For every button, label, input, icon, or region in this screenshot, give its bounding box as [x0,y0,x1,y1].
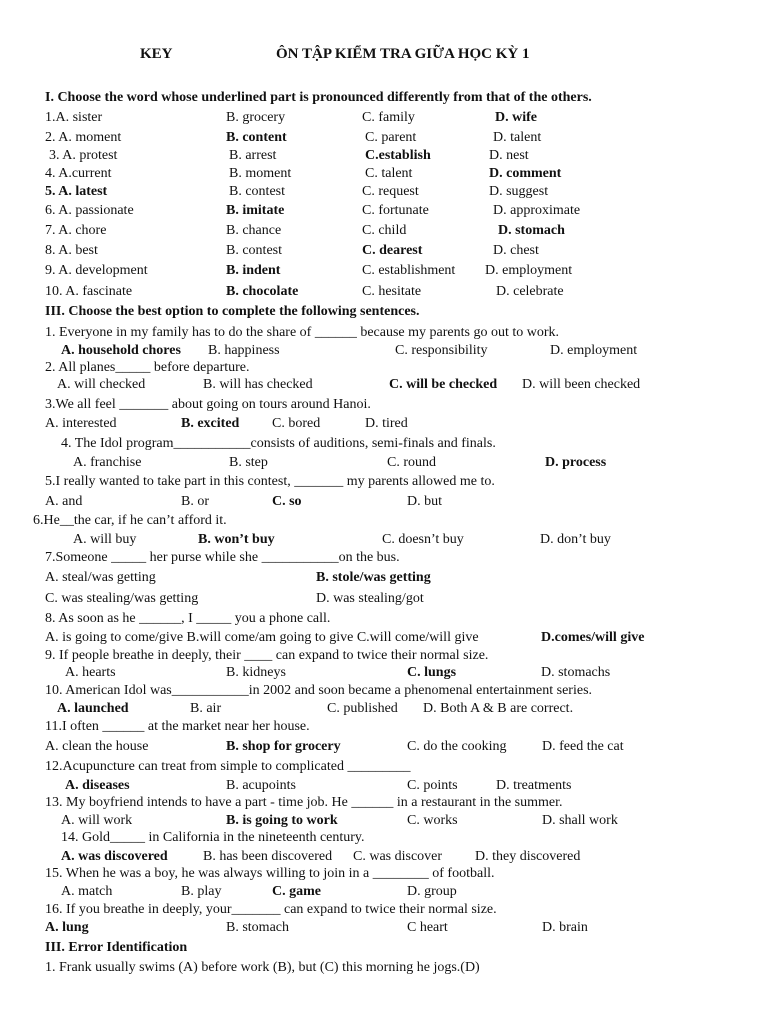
line-text: A. was discovered [61,849,168,864]
line-text: 2. All planes_____ before departure. [45,360,250,375]
line-text: 9. A. development [45,263,148,278]
line-text: C. game [272,884,321,899]
line-text: A. household chores [61,343,181,358]
worksheet-line [0,609,768,629]
line-text: 5.I really wanted to take part in this contest, _______ my parents allowed me to. [45,474,495,489]
line-text: 15. When he was a boy, he was always willing to join in a ________ of football. [45,866,495,881]
line-text: D. employment [550,343,638,358]
worksheet-line [0,434,768,454]
line-text: C. round [387,455,436,470]
line-text: B. contest [229,184,285,199]
line-text: D. suggest [489,184,549,199]
worksheet-line [0,793,768,813]
line-text: C. family [362,110,415,125]
line-text: D.comes/will give [541,630,645,645]
line-text: C. hesitate [362,284,422,299]
worksheet-line [0,282,768,302]
line-text: III. Choose the best option to complete the following sentences. [45,304,420,319]
line-text: D. employment [485,263,573,278]
line-text: D. Both A & B are correct. [423,701,574,716]
worksheet-line [0,146,768,166]
line-text: A. will buy [73,532,137,547]
line-text: 1. Frank usually swims (A) before work (B), but (C) this morning he jogs.(D) [45,960,480,975]
line-text: D. comment [489,166,562,181]
line-text: D. group [407,884,457,899]
line-text: A. franchise [73,455,142,470]
worksheet-line [0,414,768,434]
worksheet-line [0,530,768,550]
line-text: B. chance [226,223,282,238]
worksheet-line [0,241,768,261]
worksheet-line [0,717,768,737]
line-text: C. will be checked [389,377,498,392]
worksheet-line [0,681,768,701]
worksheet-line [0,757,768,777]
worksheet-line [0,568,768,588]
line-text: D. stomach [498,223,565,238]
line-text: D. approximate [493,203,581,218]
worksheet-line [0,108,768,128]
line-text: B. happiness [208,343,280,358]
line-text: 10. A. fascinate [45,284,133,299]
line-text: 13. My boyfriend intends to have a part - time job. He ______ in a restaurant in the summer. [45,795,563,810]
line-text: B. or [181,494,209,509]
line-text: 4. The Idol program___________consists of auditions, semi-finals and finals. [61,436,496,451]
line-text: D. nest [489,148,529,163]
line-text: A. will checked [57,377,146,392]
line-text: D. don’t buy [540,532,611,547]
worksheet-line [0,918,768,938]
worksheet-line [0,589,768,609]
line-text: A. and [45,494,83,509]
line-text: D. treatments [496,778,572,793]
worksheet-line [0,628,768,648]
line-text: B. stomach [226,920,289,935]
line-text: B. is going to work [226,813,338,828]
line-text: C. lungs [407,665,457,680]
line-text: B. grocery [226,110,286,125]
line-text: D. will been checked [522,377,641,392]
line-text: A. hearts [65,665,116,680]
worksheet-line [0,221,768,241]
line-text: B. contest [226,243,282,258]
line-text: C heart [407,920,448,935]
line-text: 4. A.current [45,166,112,181]
line-text: 6.He__the car, if he can’t afford it. [33,513,227,528]
line-text: C. published [327,701,398,716]
line-text: C. works [407,813,458,828]
line-text: B. air [190,701,222,716]
worksheet-line [0,882,768,902]
line-text: C. was stealing/was getting [45,591,199,606]
worksheet-line [0,453,768,473]
line-text: C. was discover [353,849,443,864]
line-text: B. moment [229,166,292,181]
line-text: 7.Someone _____ her purse while she ___________on the bus. [45,550,400,565]
line-text: 12.Acupuncture can treat from simple to complicated _________ [45,759,411,774]
line-text: 9. If people breathe in deeply, their ____ can expand to twice their normal size. [45,648,489,663]
line-text: C. points [407,778,458,793]
worksheet-line [0,737,768,757]
line-text: A. diseases [65,778,130,793]
line-text: D. stomachs [541,665,611,680]
line-text: C.establish [365,148,431,163]
line-text: D. feed the cat [542,739,624,754]
line-text: D. was stealing/got [316,591,424,606]
line-text: A. lung [45,920,89,935]
line-text: 1. Everyone in my family has to do the share of ______ because my parents go out to work. [45,325,559,340]
worksheet-line [0,511,768,531]
worksheet-title: ÔN TẬP KIỂM TRA GIỮA HỌC KỲ 1 [276,46,530,62]
line-text: I. Choose the word whose underlined part is pronounced differently from that of the others. [45,90,592,105]
worksheet-line [0,864,768,884]
line-text: C. talent [365,166,413,181]
line-text: C. request [362,184,419,199]
line-text: A. clean the house [45,739,149,754]
line-text: D. but [407,494,442,509]
line-text: A. match [61,884,113,899]
worksheet-line [0,958,768,978]
line-text: D. talent [493,130,542,145]
line-text: D. celebrate [496,284,564,299]
line-text: C. doesn’t buy [382,532,464,547]
line-text: A. is going to come/give B.will come/am going to give C.will come/will give [45,630,479,645]
worksheet-line [0,828,768,848]
worksheet-line [0,395,768,415]
line-text: 8. A. best [45,243,98,258]
worksheet-line [0,492,768,512]
line-text: III. Error Identification [45,940,188,955]
line-text: D. they discovered [475,849,581,864]
worksheet-line [0,201,768,221]
line-text: B. play [181,884,222,899]
worksheet-line [0,938,768,958]
line-text: 2. A. moment [45,130,122,145]
worksheet-line [0,699,768,719]
worksheet-line [0,323,768,343]
worksheet-line [0,472,768,492]
line-text: 10. American Idol was___________in 2002 and soon became a phenomenal entertainment series. [45,683,593,698]
key-label: KEY [140,46,173,62]
worksheet-line [0,182,768,202]
line-text: C. parent [365,130,417,145]
line-text: B. stole/was getting [316,570,431,585]
line-text: 8. As soon as he ______, I _____ you a phone call. [45,611,331,626]
line-text: C. responsibility [395,343,488,358]
line-text: A. launched [57,701,129,716]
line-text: 11.I often ______ at the market near her house. [45,719,310,734]
line-text: A. will work [61,813,133,828]
line-text: D. shall work [542,813,618,828]
line-text: B. chocolate [226,284,299,299]
line-text: B. excited [181,416,240,431]
worksheet-line [0,663,768,683]
line-text: B. imitate [226,203,285,218]
worksheet-header [0,46,768,68]
line-text: C. bored [272,416,321,431]
line-text: C. do the cooking [407,739,507,754]
line-text: 3. A. protest [49,148,118,163]
line-text: 3.We all feel _______ about going on tours around Hanoi. [45,397,371,412]
worksheet-line [0,164,768,184]
line-text: D. process [545,455,607,470]
line-text: B. arrest [229,148,277,163]
line-text: B. won’t buy [198,532,275,547]
line-text: B. shop for grocery [226,739,341,754]
line-text: C. fortunate [362,203,429,218]
line-text: A. steal/was getting [45,570,156,585]
line-text: A. interested [45,416,117,431]
line-text: 16. If you breathe in deeply, your_______ can expand to twice their normal size. [45,902,497,917]
line-text: C. child [362,223,407,238]
line-text: C. so [272,494,302,509]
line-text: B. indent [226,263,281,278]
worksheet-line [0,302,768,322]
line-text: D. chest [493,243,539,258]
worksheet-line [0,88,768,108]
line-text: B. step [229,455,268,470]
line-text: B. will has checked [203,377,313,392]
line-text: D. tired [365,416,408,431]
line-text: C. establishment [362,263,456,278]
line-text: B. acupoints [226,778,296,793]
line-text: B. kidneys [226,665,286,680]
line-text: C. dearest [362,243,423,258]
worksheet-line [0,900,768,920]
line-text: 6. A. passionate [45,203,134,218]
line-text: B. content [226,130,287,145]
line-text: D. wife [495,110,537,125]
worksheet-line [0,548,768,568]
line-text: 7. A. chore [45,223,107,238]
line-text: 1.A. sister [45,110,103,125]
line-text: B. has been discovered [203,849,333,864]
worksheet-line [0,128,768,148]
worksheet-line [0,261,768,281]
line-text: 14. Gold_____ in California in the nineteenth century. [61,830,365,845]
line-text: D. brain [542,920,588,935]
worksheet-line [0,375,768,395]
line-text: 5. A. latest [45,184,108,199]
